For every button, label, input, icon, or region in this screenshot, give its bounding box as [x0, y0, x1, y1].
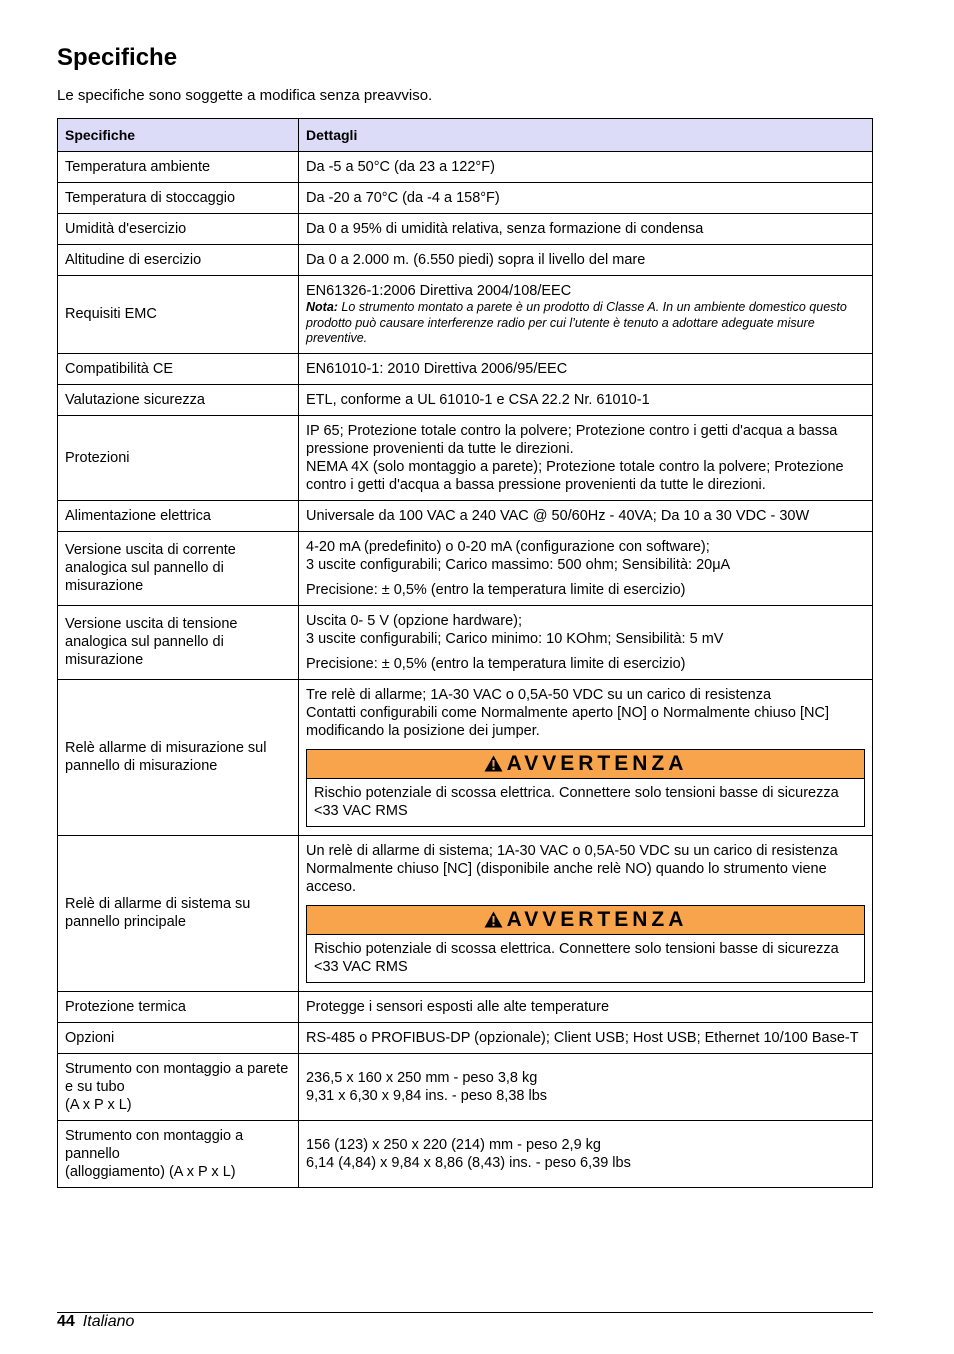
warning-text: Rischio potenziale di scossa elettrica. Connettere solo tensioni basse di sicurezza <33 VAC RMS [314, 940, 839, 975]
detail-text: Contatti configurabili come Normalmente aperto [NO] o Normalmente chiuso [NC] modificando la posizione dei jumper. [306, 704, 830, 739]
detail-text: Uscita 0- 5 V (opzione hardware); [306, 612, 522, 629]
warning-triangle-icon [484, 755, 503, 772]
footer-language: Italiano [82, 1313, 135, 1330]
detail-text: Un relè di allarme di sistema; 1A-30 VAC o 0,5A-50 VDC su un carico di resistenza [306, 842, 838, 859]
spec-cell: Relè allarme di misurazione sul pannello di misurazione [58, 679, 299, 835]
spec-cell: Umidità d'esercizio [58, 214, 299, 245]
spec-cell: Versione uscita di corrente analogica sul pannello di misurazione [58, 531, 299, 605]
detail-cell [299, 415, 873, 500]
detail-text: 4-20 mA (predefinito) o 0-20 mA (configurazione con software); [306, 538, 710, 555]
header-specifiche: Specifiche [58, 119, 299, 152]
table-row [58, 245, 873, 276]
detail-cell [299, 1053, 873, 1120]
table-row [58, 1053, 873, 1120]
spec-cell: Protezione termica [58, 991, 299, 1022]
spec-cell: Temperatura di stoccaggio [58, 183, 299, 214]
spec-cell: Temperatura ambiente [58, 152, 299, 183]
footer-divider [57, 1312, 873, 1313]
spec-cell: Versione uscita di tensione analogica sul pannello di misurazione [58, 605, 299, 679]
warning-triangle-icon [484, 911, 503, 928]
spec-text: Strumento con montaggio a pannello [65, 1127, 244, 1162]
spec-cell: Valutazione sicurezza [58, 384, 299, 415]
page-number: 44 [57, 1313, 75, 1330]
note-text: Lo strumento montato a parete è un prodotto di Classe A. In un ambiente domestico questo prodotto può causare interferenze radio per cui l’utente è tenuto a adottare adeguate misure preventive. [306, 300, 847, 345]
table-row [58, 353, 873, 384]
detail-cell [299, 1120, 873, 1187]
warning-box [306, 749, 865, 827]
table-header-row [58, 119, 873, 152]
table-row [58, 531, 873, 605]
specifications-table [57, 118, 873, 1188]
intro-text: Le specifiche sono soggette a modifica senza preavviso. [57, 87, 433, 104]
spec-cell: Requisiti EMC [58, 276, 299, 354]
detail-cell: Da -5 a 50°C (da 23 a 122°F) [299, 152, 873, 183]
detail-text: 3 uscite configurabili; Carico massimo: 500 ohm; Sensibilità: 20μA [306, 556, 731, 573]
spec-cell: Altitudine di esercizio [58, 245, 299, 276]
table-row [58, 214, 873, 245]
table-row [58, 152, 873, 183]
warning-header [307, 750, 864, 779]
detail-cell: RS-485 o PROFIBUS-DP (opzionale); Client USB; Host USB; Ethernet 10/100 Base-T [299, 1022, 873, 1053]
page-title: Specifiche [57, 44, 178, 71]
spec-text: (alloggiamento) (A x P x L) [65, 1163, 236, 1180]
spec-cell: Alimentazione elettrica [58, 500, 299, 531]
detail-text: 156 (123) x 250 x 220 (214) mm - peso 2,9 kg [306, 1136, 601, 1153]
detail-text: EN61326-1:2006 Direttiva 2004/108/EEC [306, 283, 572, 299]
spec-cell: Opzioni [58, 1022, 299, 1053]
detail-text: NEMA 4X (solo montaggio a parete); Protezione totale contro la polvere; Protezione contro i getti d'acqua a bassa pressione provenienti da tutte le direzioni. [306, 458, 844, 493]
table-row [58, 183, 873, 214]
spec-cell: Protezioni [58, 415, 299, 500]
detail-text: IP 65; Protezione totale contro la polvere; Protezione contro i getti d'acqua a bassa pressione provenienti da tutte le direzioni. [306, 422, 838, 457]
table-row [58, 679, 873, 835]
detail-cell [299, 835, 873, 991]
detail-text: Precisione: ± 0,5% (entro la temperatura limite di esercizio) [306, 655, 686, 672]
table-row [58, 1120, 873, 1187]
table-row [58, 605, 873, 679]
detail-cell [299, 605, 873, 679]
spec-cell [58, 1120, 299, 1187]
spec-text: (A x P x L) [65, 1096, 132, 1113]
detail-cell: EN61010-1: 2010 Direttiva 2006/95/EEC [299, 353, 873, 384]
table-row [58, 1022, 873, 1053]
detail-text: Tre relè di allarme; 1A-30 VAC o 0,5A-50 VDC su un carico di resistenza [306, 686, 772, 703]
detail-cell: Da 0 a 95% di umidità relativa, senza formazione di condensa [299, 214, 873, 245]
warning-title: AVVERTENZA [506, 907, 688, 931]
detail-text: Precisione: ± 0,5% (entro la temperatura limite di esercizio) [306, 581, 686, 598]
table-row [58, 276, 873, 354]
detail-cell: Da -20 a 70°C (da -4 a 158°F) [299, 183, 873, 214]
warning-text: Rischio potenziale di scossa elettrica. Connettere solo tensioni basse di sicurezza <33 VAC RMS [314, 784, 839, 819]
spec-cell: Compatibilità CE [58, 353, 299, 384]
table-row [58, 384, 873, 415]
detail-cell: Da 0 a 2.000 m. (6.550 piedi) sopra il livello del mare [299, 245, 873, 276]
detail-cell [299, 531, 873, 605]
detail-cell: Universale da 100 VAC a 240 VAC @ 50/60Hz - 40VA; Da 10 a 30 VDC - 30W [299, 500, 873, 531]
table-row [58, 835, 873, 991]
spec-text: Strumento con montaggio a parete e su tubo [65, 1060, 289, 1095]
table-row [58, 500, 873, 531]
warning-header [307, 906, 864, 935]
page-footer [57, 1313, 134, 1331]
detail-text: 9,31 x 6,30 x 9,84 ins. - peso 8,38 lbs [306, 1087, 548, 1104]
warning-box [306, 905, 865, 983]
spec-cell [58, 1053, 299, 1120]
spec-cell: Relè di allarme di sistema su pannello principale [58, 835, 299, 991]
detail-text: Normalmente chiuso [NC] (disponibile anche relè NO) quando lo strumento viene acceso. [306, 860, 827, 895]
detail-cell [299, 679, 873, 835]
table-row [58, 991, 873, 1022]
warning-title: AVVERTENZA [506, 751, 688, 775]
table-row [58, 415, 873, 500]
header-dettagli: Dettagli [299, 119, 873, 152]
emc-note [306, 300, 865, 347]
detail-text: 236,5 x 160 x 250 mm - peso 3,8 kg [306, 1069, 538, 1086]
detail-cell: ETL, conforme a UL 61010-1 e CSA 22.2 Nr. 61010-1 [299, 384, 873, 415]
detail-cell: Protegge i sensori esposti alle alte temperature [299, 991, 873, 1022]
detail-text: 6,14 (4,84) x 9,84 x 8,86 (8,43) ins. - peso 6,39 lbs [306, 1154, 631, 1171]
note-label: Nota: [306, 300, 338, 314]
detail-cell [299, 276, 873, 354]
detail-text: 3 uscite configurabili; Carico minimo: 10 KOhm; Sensibilità: 5 mV [306, 630, 724, 647]
